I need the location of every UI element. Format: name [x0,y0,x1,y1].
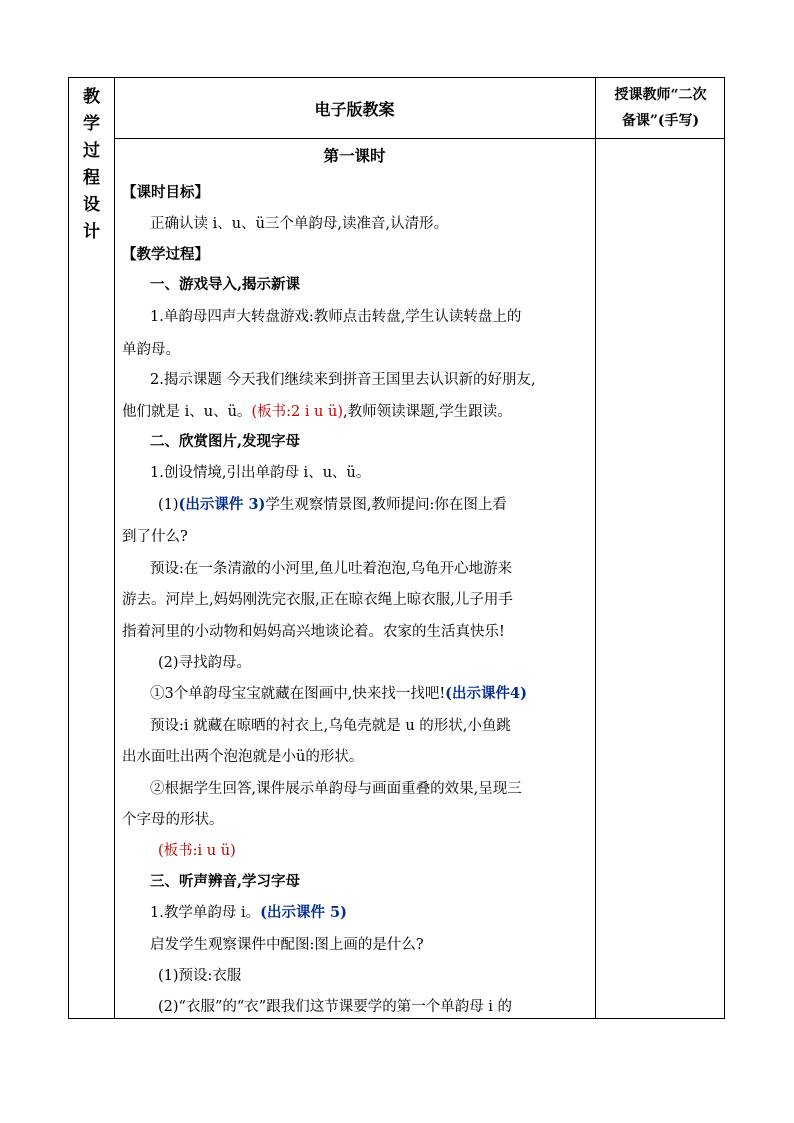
paragraph-line: (2)寻找韵母。 [158,655,252,671]
paragraph-line: 启发学生观察课件中配图:图上画的是什么? [150,937,424,953]
paragraph-line: 2.揭示课题 今天我们继续来到拼音王国里去认识新的好朋友, [150,372,536,388]
header-right-line1: 授课教师“二次 [614,87,707,103]
header-title: 电子版教案 [314,99,395,119]
text-run: 学生观察情景图,教师提问:你在图上看 [265,497,507,513]
side-title-char: 设 [83,195,100,215]
paragraph-line: 单韵母。 [122,342,180,358]
lesson-title: 第一课时 [323,146,386,165]
paragraph-line: ②根据学生回答,课件展示单韵母与画面重叠的效果,呈现三 [150,781,522,797]
paragraph-line: 到了什么? [122,529,188,545]
side-title-char: 程 [83,168,100,188]
text-run: (1) [158,497,179,513]
board-note: (板书:2 i u ü) [251,404,344,420]
side-title-char: 学 [83,114,100,134]
side-title [69,78,114,246]
paragraph-line: 1.创设情境,引出单韵母 i、u、ü。 [150,465,371,481]
section-heading-3: 三、听声辨音,学习字母 [150,873,301,890]
header-teacher-notes [595,78,726,138]
goal-text: 正确认读 i、u、ü三个单韵母,读准音,认清形。 [150,216,449,232]
text-run: ,教师领读课题,学生跟读。 [343,404,512,420]
text-run: ①3个单韵母宝宝就藏在图画中,快来找一找吧! [150,686,446,702]
header-divider [114,138,724,139]
paragraph-line [114,903,631,923]
paragraph-line: 出水面吐出两个泡泡就是小ü的形状。 [122,749,364,765]
lesson-plan-table [68,77,725,1019]
section-heading-1: 一、游戏导入,揭示新课 [150,276,301,293]
paragraph-line [114,495,639,515]
goal-heading: 【课时目标】 [122,184,209,201]
slide-reference: (出示课件 3) [178,496,266,513]
text-run: 1.教学单韵母 i。 [150,905,261,921]
side-title-char: 教 [83,87,100,107]
paragraph-line: (1)预设:衣服 [158,968,242,984]
paragraph-line: (2)“衣服”的“衣”跟我们这节课要学的第一个单韵母 i 的 [158,999,513,1015]
side-title-char: 计 [83,222,100,242]
header-right-line2: 备课”(手写) [621,113,700,129]
process-heading: 【教学过程】 [122,246,209,263]
paragraph-line [114,402,603,422]
paragraph-line: 预设:i 就藏在晾晒的衬衣上,乌龟壳就是 u 的形状,小鱼跳 [150,718,511,734]
side-title-char: 过 [83,141,100,161]
paragraph-line: 1.单韵母四声大转盘游戏:教师点击转盘,学生认读转盘上的 [150,309,522,325]
paragraph-line: 个字母的形状。 [122,812,224,828]
paragraph-line: 游去。河岸上,妈妈刚洗完衣服,正在晾衣绳上晾衣服,儿子用手 [122,592,513,608]
slide-reference: (出示课件4) [445,685,527,702]
paragraph-line: 预设:在一条清澈的小河里,鱼儿吐着泡泡,乌龟开心地游来 [150,561,513,577]
paragraph-line: 指着河里的小动物和妈妈高兴地谈论着。农家的生活真快乐! [122,624,505,640]
section-heading-2: 二、欣赏图片,发现字母 [150,433,301,450]
board-note: (板书:i u ü) [158,843,236,859]
paragraph-line [114,684,631,704]
slide-reference: (出示课件 5) [260,904,347,921]
text-run: 他们就是 i、u、ü。 [122,404,252,420]
